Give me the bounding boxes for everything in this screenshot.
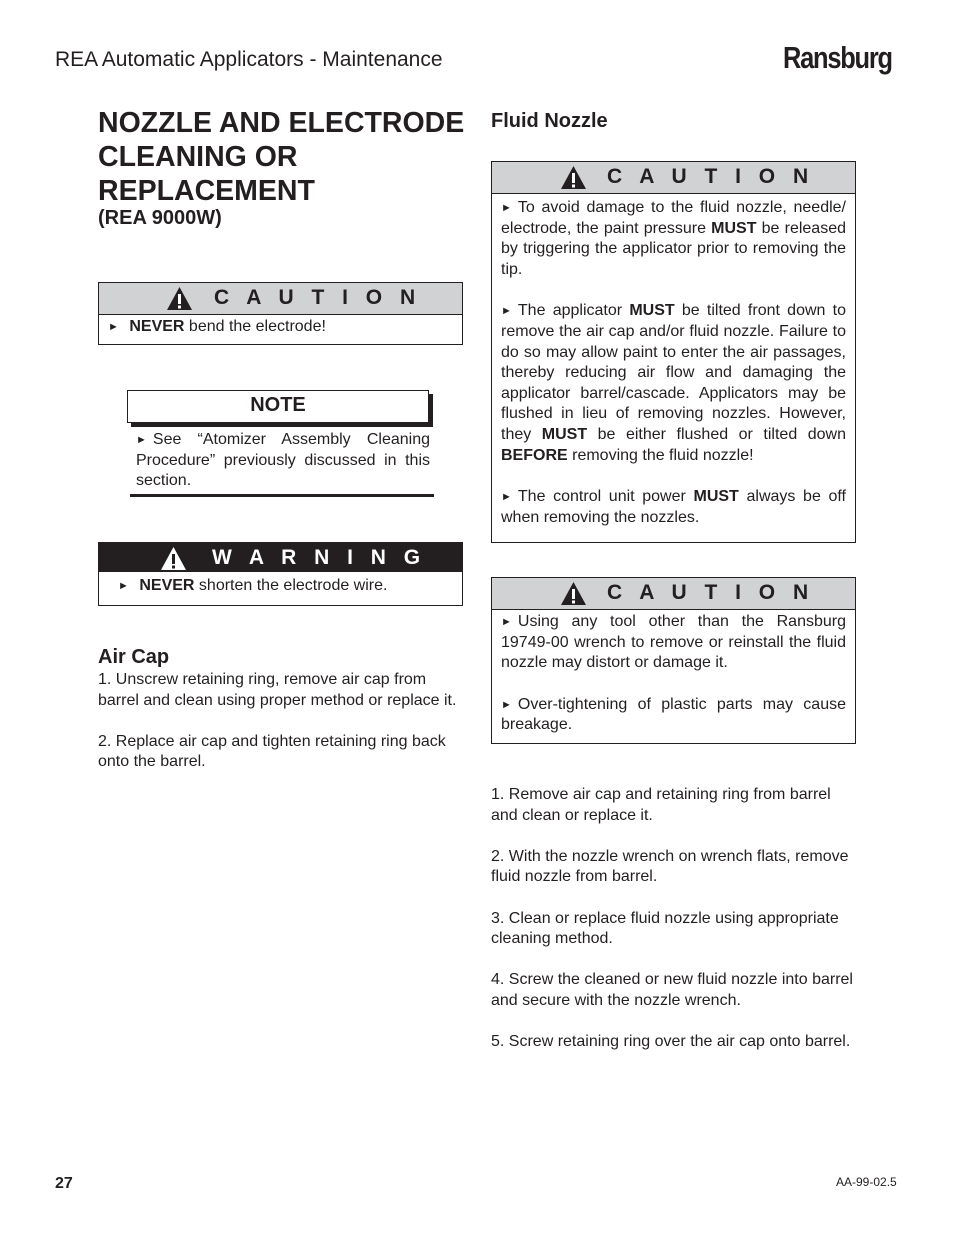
caution-paragraph [501,301,846,466]
note-text: See “Atomizer Assembly Cleaning Procedure” previously discussed in this section. [136,431,430,490]
list-item: 1. Unscrew retaining ring, remove air cap from barrel and clean using proper method or replace it. [98,671,457,709]
emphasis: MUST [629,302,675,320]
caution-header [492,578,855,610]
note-header: NOTE [127,390,429,423]
caution-box-wrench [491,577,856,744]
emphasis: MUST [711,219,757,237]
caution-message: bend the electrode! [184,318,326,335]
warning-triangle-icon [560,165,587,190]
caution-paragraph [501,198,846,280]
emphasis: MUST [541,425,588,443]
fluid-nozzle-steps [491,785,858,1073]
caution-text-segment: removing the fluid nozzle! [567,446,754,464]
caution-box-fluid-nozzle [491,161,856,543]
caution-text-segment: The control unit power [517,488,694,506]
note-divider [130,494,434,497]
warning-text [99,575,462,605]
caution-paragraph [501,612,846,674]
section-title: NOZZLE AND ELECTRODE CLEANING OR REPLACEMENT [98,107,465,207]
fluid-nozzle-heading: Fluid Nozzle [491,110,608,132]
list-item: 4. Screw the cleaned or new fluid nozzle into barrel and secure with the nozzle wrench. [491,971,853,1009]
caution-label: C A U T I O N [214,286,422,309]
caution-label: C A U T I O N [607,581,815,604]
caution-box-electrode [98,282,463,345]
page-number: 27 [55,1175,73,1192]
warning-label: W A R N I N G [212,546,427,569]
caution-header [99,283,462,315]
caution-label: C A U T I O N [607,165,815,188]
air-cap-heading: Air Cap [98,646,170,668]
list-item: 1. Remove air cap and retaining ring from barrel and clean or replace it. [491,786,831,824]
caution-text [492,194,855,536]
warning-triangle-icon [560,581,587,606]
caution-text-segment: The applicator [517,302,630,320]
section-subtitle: (REA 9000W) [98,207,222,229]
caution-header [492,162,855,194]
bullet-arrow-icon: ► [136,434,147,446]
emphasis: NEVER [139,577,195,594]
emphasis: BEFORE [501,446,568,464]
caution-text [99,315,462,346]
warning-triangle-icon [166,286,193,311]
bullet-arrow-icon: ► [501,698,512,711]
bullet-arrow-icon: ► [108,321,119,333]
list-item: 2. With the nozzle wrench on wrench flats, remove fluid nozzle from barrel. [491,847,849,886]
bullet-arrow-icon: ► [118,580,129,592]
caution-text-segment: always be off when removing the nozzles. [501,488,847,526]
bullet-arrow-icon: ► [501,491,512,504]
list-item: 2. Replace air cap and tighten retaining ring back onto the barrel. [98,732,446,771]
warning-box [98,542,463,606]
list-item: 5. Screw retaining ring over the air cap onto barrel. [491,1033,851,1051]
bullet-arrow-icon: ► [501,305,512,318]
caution-paragraph [501,695,846,736]
emphasis: MUST [693,488,739,506]
warning-triangle-icon [160,546,187,571]
air-cap-steps [98,670,466,794]
bullet-arrow-icon: ► [501,616,512,628]
document-code: AA-99-02.5 [836,1175,897,1189]
caution-text-segment: be released by triggering the applicator prior to removing the tip. [501,219,847,278]
bullet-arrow-icon: ► [501,202,512,214]
emphasis: NEVER [129,318,185,335]
caution-paragraph [501,487,846,528]
caution-text-segment: Over-tightening of plastic parts may cause breakage. [501,695,846,734]
caution-text-segment: To avoid damage to the fluid nozzle, needle/ electrode, the paint pressure [501,199,846,237]
note-body [136,430,430,492]
caution-text [492,610,855,744]
running-header: REA Automatic Applicators - Maintenance [55,48,443,71]
caution-text-segment: be tilted front down to remove the air cap and/or fluid nozzle. Failure to do so may allow paint to enter the air passages, thereby reducing air flow and damaging the applicator barrel/cascade. Applicators may be flushed in lieu of removing nozzles. However, they [501,302,846,443]
brand-logo: Ransburg [783,40,892,75]
warning-header [99,543,462,575]
caution-text-segment: Using any tool other than the Ransburg 19749-00 wrench to remove or reinstall the fluid nozzle may distort or damage it. [501,613,846,672]
list-item: 3. Clean or replace fluid nozzle using appropriate cleaning method. [491,909,839,948]
caution-text-segment: be either flushed or tilted down [587,425,847,443]
warning-message: shorten the electrode wire. [194,577,388,594]
